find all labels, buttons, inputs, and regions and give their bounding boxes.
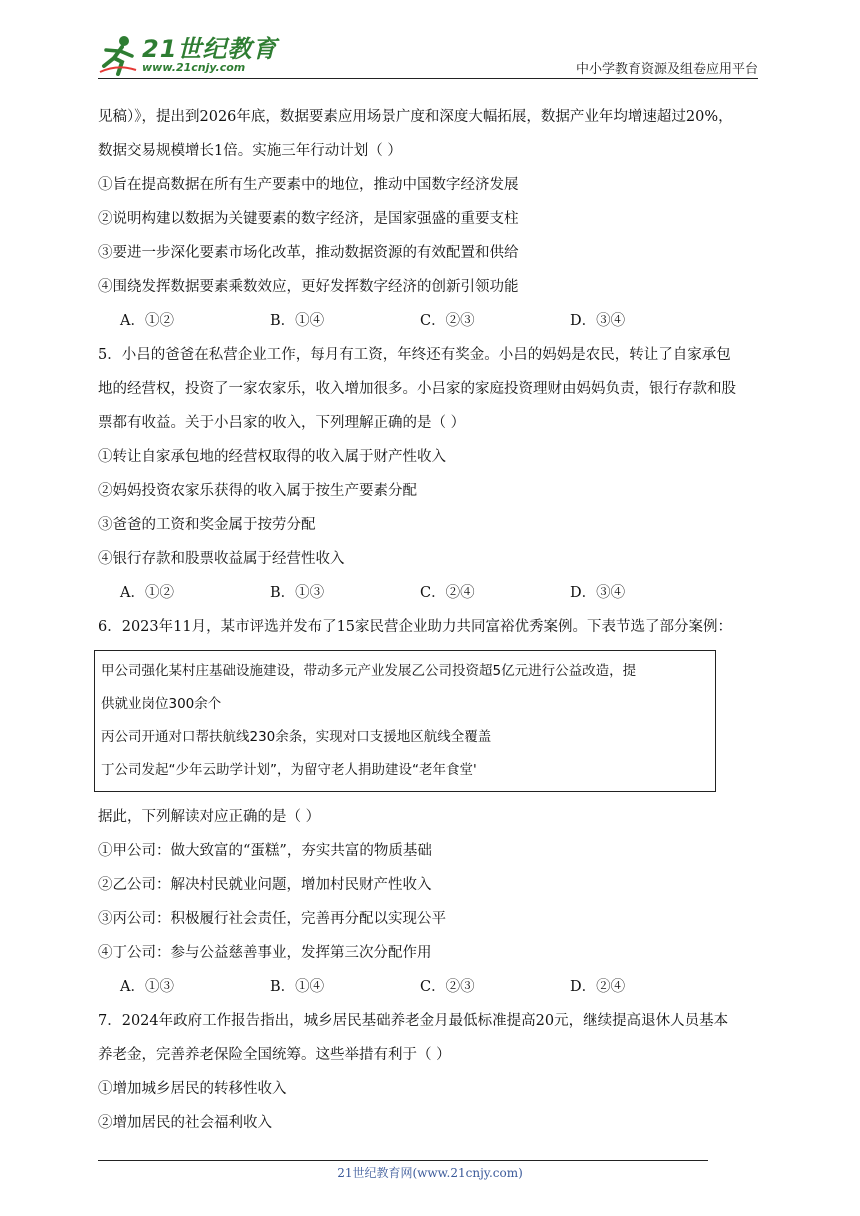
statement-item: ④银行存款和股票收益属于经营性收入 (98, 551, 345, 567)
option-b[interactable]: B．①③ (270, 585, 325, 601)
question-stem-line: 5．小吕的爸爸在私营企业工作，每月有工资，年终还有奖金。小吕的妈妈是农民，转让了自家承包 (98, 347, 731, 363)
question-stem-line: 见稿）》，提出到2026年底，数据要素应用场景广度和深度大幅拓展，数据产业年均增速超过20%， (98, 109, 733, 125)
question-stem-line: 养老金，完善养老保险全国统筹。这些举措有利于（ ） (98, 1047, 451, 1063)
answer-options (98, 304, 764, 338)
question-prompt: 据此，下列解读对应正确的是（ ） (98, 809, 321, 825)
page-header (98, 30, 758, 78)
site-logo[interactable] (98, 34, 277, 76)
option-b[interactable]: B．①④ (270, 313, 325, 329)
logo-title: 21世纪教育 (142, 35, 278, 63)
runner-logo-icon (98, 34, 138, 76)
option-a[interactable]: A．①② (120, 585, 174, 601)
statement-item: ①旨在提高数据在所有生产要素中的地位，推动中国数字经济发展 (98, 177, 519, 193)
question-stem-line: 数据交易规模增长1倍。实施三年行动计划（ ） (98, 143, 402, 159)
option-d[interactable]: D．②④ (570, 979, 626, 995)
statement-item: ④围绕发挥数据要素乘数效应，更好发挥数字经济的创新引领功能 (98, 279, 519, 295)
question-5 (98, 338, 764, 610)
platform-title: 中小学教育资源及组卷应用平台 (575, 62, 758, 77)
question-stem-line: 7．2024年政府工作报告指出，城乡居民基础养老金月最低标准提高20元，继续提高退休人员基本 (98, 1013, 729, 1029)
option-c[interactable]: C．②③ (420, 979, 475, 995)
option-c[interactable]: C．②③ (420, 313, 475, 329)
statement-item: ①增加城乡居民的转移性收入 (98, 1081, 287, 1097)
table-row: 供就业岗位300余个 (101, 696, 222, 712)
question-4 (98, 100, 764, 338)
logo-url: www.21cnjy.com (142, 61, 246, 74)
option-a[interactable]: A．①② (120, 313, 174, 329)
question-7 (98, 1004, 764, 1140)
footer-divider (98, 1160, 708, 1161)
statement-item: ②增加居民的社会福利收入 (98, 1115, 272, 1131)
header-divider (98, 78, 758, 79)
statement-item: ②乙公司：解决村民就业问题，增加村民财产性收入 (98, 877, 432, 893)
option-d[interactable]: D．③④ (570, 585, 626, 601)
statement-item: ③要进一步深化要素市场化改革，推动数据资源的有效配置和供给 (98, 245, 519, 261)
statement-item: ①转让自家承包地的经营权取得的收入属于财产性收入 (98, 449, 446, 465)
answer-options (98, 970, 764, 1004)
table-row: 丙公司开通对口帮扶航线230余条，实现对口支援地区航线全覆盖 (101, 729, 492, 745)
statement-item: ②说明构建以数据为关键要素的数字经济，是国家强盛的重要支柱 (98, 211, 519, 227)
statement-item: ③爸爸的工资和奖金属于按劳分配 (98, 517, 316, 533)
option-b[interactable]: B．①④ (270, 979, 325, 995)
exam-content (98, 100, 764, 1140)
footer-link[interactable]: 21世纪教育网(www.21cnjy.com) (337, 1166, 523, 1180)
option-c[interactable]: C．②④ (420, 585, 475, 601)
case-table (94, 650, 716, 792)
option-d[interactable]: D．③④ (570, 313, 626, 329)
question-6 (98, 610, 764, 1004)
answer-options (98, 576, 764, 610)
statement-item: ②妈妈投资农家乐获得的收入属于按生产要素分配 (98, 483, 417, 499)
table-row: 丁公司发起“少年云助学计划”，为留守老人捐助建设“老年食堂' (101, 762, 477, 778)
question-stem-line: 6．2023年11月，某市评选并发布了15家民营企业助力共同富裕优秀案例。下表节选了部分案例： (98, 619, 733, 635)
table-row: 甲公司强化某村庄基础设施建设，带动多元产业发展乙公司投资超5亿元进行公益改造，提 (101, 663, 637, 679)
statement-item: ③丙公司：积极履行社会责任，完善再分配以实现公平 (98, 911, 446, 927)
question-stem-line: 地的经营权，投资了一家农家乐，收入增加很多。小吕家的家庭投资理财由妈妈负责，银行存款和股 (98, 381, 736, 397)
question-stem-line: 票都有收益。关于小吕家的收入，下列理解正确的是（ ） (98, 415, 466, 431)
option-a[interactable]: A．①③ (120, 979, 174, 995)
statement-item: ①甲公司：做大致富的“蛋糕”，夯实共富的物质基础 (98, 843, 432, 859)
statement-item: ④丁公司：参与公益慈善事业，发挥第三次分配作用 (98, 945, 432, 961)
